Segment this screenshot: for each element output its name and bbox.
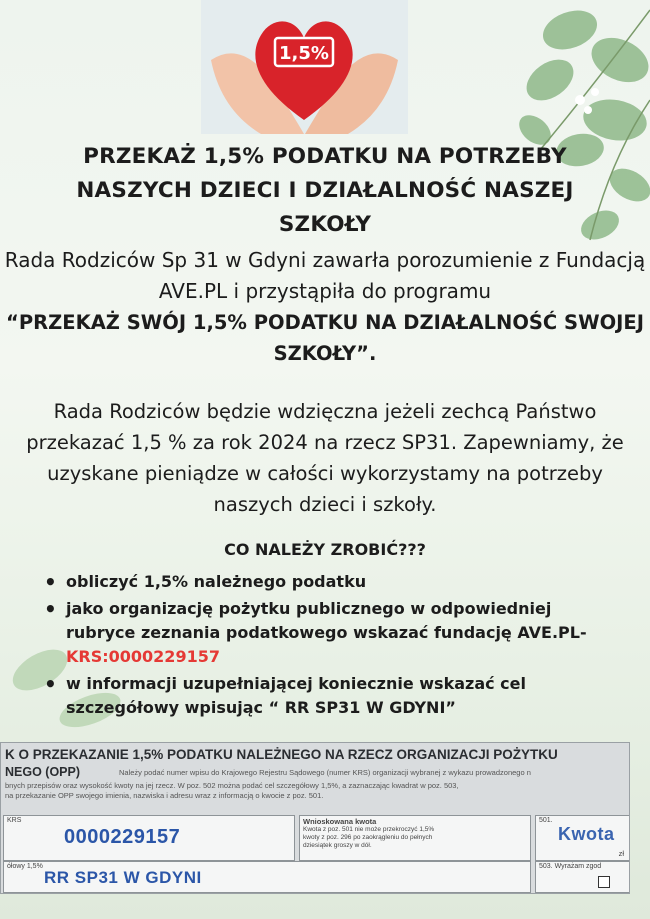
steps-list	[40, 570, 620, 723]
consent-field	[535, 861, 630, 893]
intro-text: Rada Rodziców Sp 31 w Gdyni zawarła porozumienie z Fundacją AVE.PL i przystąpiła do programu	[4, 248, 646, 303]
field-503-label: 503. Wyrażam zgod	[539, 863, 602, 870]
krs-number: KRS:0000229157	[66, 647, 220, 666]
amount-note: Kwota z poz. 501 nie może przekroczyć 1,5% kwoty z poz. 296 po zaokrągleniu do pełnych dziesiątek groszy w dół.	[303, 826, 435, 849]
thanks-paragraph: Rada Rodziców będzie wdzięczna jeżeli zechcą Państwo przekazać 1,5 % za rok 2024 na rzecz SP31. Zapewniamy, że uzyskane pieniądze w całości wykorzystamy na potrzeby naszych dzieci i szkoły.	[26, 400, 624, 516]
intro-paragraph	[0, 245, 650, 369]
hero-image	[201, 0, 408, 134]
cel-label: ółowy 1,5%	[7, 863, 43, 870]
list-item	[40, 597, 620, 669]
kwota-value: Kwota	[558, 824, 615, 844]
currency-zl: zł	[618, 849, 624, 858]
form-title: K O PRZEKAZANIE 1,5% PODATKU NALEŻNEGO NA RZECZ ORGANIZACJI POŻYTKU	[5, 747, 558, 762]
consent-checkbox	[598, 876, 610, 888]
heart-label: 1,5%	[279, 43, 329, 64]
tax-form-excerpt	[0, 742, 630, 894]
form-fine-print	[5, 781, 625, 801]
krs-field	[3, 815, 295, 861]
steps-title: CO NALEŻY ZROBIĆ???	[224, 540, 426, 559]
program-name: “PRZEKAŻ SWÓJ 1,5% PODATKU NA DZIAŁALNOŚĆ SWOJEJ SZKOŁY”.	[6, 311, 644, 365]
amount-label: Wnioskowana kwota	[303, 817, 377, 826]
krs-field-label: KRS	[7, 817, 22, 824]
form-subtitle-fine: Należy podać numer wpisu do Krajowego Rejestru Sądowego (numer KRS) organizacji wybranej z wykazu prowadzonego n	[119, 768, 531, 777]
cel-field	[3, 861, 531, 893]
fine-line-2: na przekazanie OPP swojego imienia, nazwiska i adresu wraz z informacją o kwocie z poz. 501.	[5, 791, 324, 800]
form-subtitle: NEGO (OPP)	[5, 765, 81, 779]
fine-line-1: bnych przepisów oraz wysokość kwoty na jej rzecz. W poz. 502 można podać cel szczegółowy 1,5%, a zaznaczając kwadrat w poz. 503,	[5, 781, 459, 790]
field-501-label: 501.	[539, 817, 553, 824]
kwota-field	[535, 815, 630, 861]
cel-value: RR SP31 W GDYNI	[44, 868, 202, 887]
step-1: obliczyć 1,5% należnego podatku	[66, 572, 367, 591]
amount-field	[299, 815, 531, 861]
krs-field-value: 0000229157	[64, 826, 181, 848]
headline: PRZEKAŻ 1,5% PODATKU NA POTRZEBY NASZYCH DZIECI I DZIAŁALNOŚĆ NASZEJ SZKOŁY	[76, 144, 574, 237]
step-2: jako organizację pożytku publicznego w odpowiedniej rubryce zeznania podatkowego wskazać fundację AVE.PL-	[66, 599, 587, 642]
list-item	[40, 672, 620, 720]
step-3: w informacji uzupełniającej koniecznie wskazać cel szczegółowy wpisując “ RR SP31 W GDYNI”	[66, 674, 526, 717]
hands-heart-illustration	[201, 0, 408, 134]
list-item	[40, 570, 620, 594]
